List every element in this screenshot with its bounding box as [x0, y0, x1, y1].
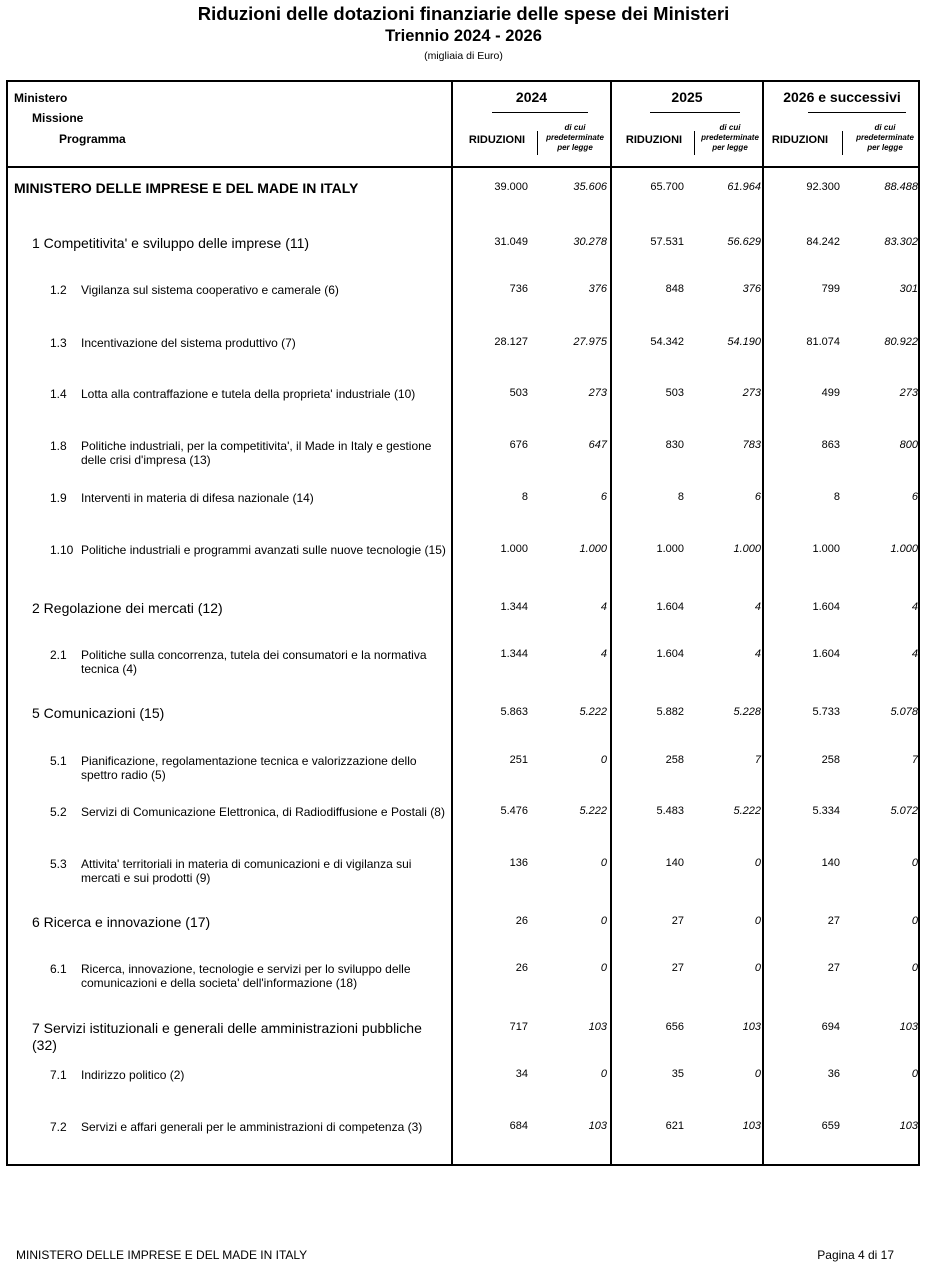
value-2026-predeterminate: 301: [899, 283, 918, 295]
value-2024-predeterminate: 6: [600, 491, 607, 503]
program-label: Pianificazione, regolamentazione tecnica e valorizzazione dello spettro radio (5): [81, 754, 417, 782]
value-2024-predeterminate: 30.278: [573, 236, 607, 248]
value-2024-predeterminate: 0: [600, 915, 607, 927]
header-riduzioni: RIDUZIONI: [468, 134, 526, 146]
value-2026-riduzioni: 27: [827, 962, 840, 974]
value-2026-riduzioni: 258: [821, 754, 840, 766]
program-label: Servizi di Comunicazione Elettronica, di Radiodiffusione e Postali (8): [81, 805, 445, 819]
ministry-name: MINISTERO DELLE IMPRESE E DEL MADE IN ITALY: [14, 180, 359, 196]
mission-label: 7 Servizi istituzionali e generali delle amministrazioni pubbliche (32): [32, 1020, 422, 1053]
value-2024-riduzioni: 31.049: [494, 236, 528, 248]
value-2026-predeterminate: 0: [911, 915, 918, 927]
header-riduzioni: RIDUZIONI: [625, 134, 683, 146]
value-2024-predeterminate: 0: [600, 857, 607, 869]
unit-note: (migliaia di Euro): [424, 50, 503, 62]
value-2026-riduzioni: 5.733: [812, 706, 840, 718]
value-2025-riduzioni: 830: [665, 439, 684, 451]
value-2026-riduzioni: 659: [821, 1120, 840, 1132]
value-2024-predeterminate: 103: [588, 1021, 607, 1033]
value-2025-predeterminate: 273: [742, 387, 761, 399]
value-2024-riduzioni: 136: [509, 857, 528, 869]
header-di-cui: di cui predeterminate per legge: [546, 123, 604, 152]
value-2025-predeterminate: 103: [742, 1021, 761, 1033]
header-divider: [6, 166, 920, 168]
header-year-2024: 2024: [515, 89, 548, 105]
value-2026-riduzioni: 863: [821, 439, 840, 451]
value-2024-riduzioni: 26: [515, 962, 528, 974]
header-underline: [492, 112, 588, 113]
value-2024-riduzioni: 34: [515, 1068, 528, 1080]
value-2025-riduzioni: 848: [665, 283, 684, 295]
value-2024-predeterminate: 4: [600, 601, 607, 613]
page-title: Riduzioni delle dotazioni finanziarie delle spese dei Ministeri: [197, 3, 730, 24]
column-divider: [451, 80, 453, 1166]
value-2024-riduzioni: 39.000: [494, 181, 528, 193]
value-2025-riduzioni: 140: [665, 857, 684, 869]
value-2025-predeterminate: 5.222: [733, 805, 761, 817]
value-2024-riduzioni: 717: [509, 1021, 528, 1033]
value-2024-predeterminate: 0: [600, 754, 607, 766]
value-2025-riduzioni: 621: [665, 1120, 684, 1132]
value-2024-riduzioni: 1.344: [500, 648, 528, 660]
program-label: Politiche sulla concorrenza, tutela dei consumatori e la normativa tecnica (4): [81, 648, 427, 676]
header-riduzioni: RIDUZIONI: [771, 134, 829, 146]
value-2024-predeterminate: 647: [588, 439, 607, 451]
value-2026-predeterminate: 103: [899, 1120, 918, 1132]
value-2025-riduzioni: 503: [665, 387, 684, 399]
value-2024-predeterminate: 4: [600, 648, 607, 660]
value-2025-predeterminate: 376: [742, 283, 761, 295]
value-2026-riduzioni: 84.242: [806, 236, 840, 248]
header-year-2025: 2025: [671, 89, 703, 105]
value-2025-predeterminate: 783: [742, 439, 761, 451]
value-2024-predeterminate: 1.000: [579, 543, 607, 555]
mission-label: 1 Competitivita' e sviluppo delle imprese (11): [32, 235, 310, 251]
value-2024-riduzioni: 5.476: [500, 805, 528, 817]
header-underline: [650, 112, 740, 113]
value-2026-riduzioni: 1.604: [812, 601, 840, 613]
page-subtitle: Triennio 2024 - 2026: [385, 27, 542, 45]
value-2025-predeterminate: 1.000: [733, 543, 761, 555]
value-2025-predeterminate: 4: [754, 601, 761, 613]
value-2026-riduzioni: 1.000: [812, 543, 840, 555]
header-programma: Programma: [59, 132, 126, 146]
value-2025-predeterminate: 54.190: [727, 336, 761, 348]
value-2025-riduzioni: 1.000: [656, 543, 684, 555]
header-ministero: Ministero: [14, 91, 68, 105]
value-2025-riduzioni: 258: [665, 754, 684, 766]
value-2026-predeterminate: 4: [911, 601, 918, 613]
value-2024-riduzioni: 676: [509, 439, 528, 451]
value-2024-predeterminate: 27.975: [573, 336, 607, 348]
value-2026-riduzioni: 499: [821, 387, 840, 399]
value-2026-riduzioni: 81.074: [806, 336, 840, 348]
value-2025-predeterminate: 7: [754, 754, 761, 766]
value-2026-predeterminate: 7: [911, 754, 918, 766]
program-code: 5.1: [50, 754, 67, 768]
program-code: 1.8: [50, 439, 67, 453]
value-2026-riduzioni: 8: [833, 491, 840, 503]
program-label: Indirizzo politico (2): [81, 1068, 185, 1082]
value-2024-riduzioni: 1.344: [500, 601, 528, 613]
value-2025-predeterminate: 0: [754, 915, 761, 927]
value-2026-predeterminate: 0: [911, 962, 918, 974]
value-2026-riduzioni: 140: [821, 857, 840, 869]
value-2025-predeterminate: 103: [742, 1120, 761, 1132]
value-2025-riduzioni: 54.342: [650, 336, 684, 348]
value-2025-riduzioni: 5.882: [656, 706, 684, 718]
value-2025-riduzioni: 65.700: [650, 181, 684, 193]
value-2024-riduzioni: 26: [515, 915, 528, 927]
value-2024-predeterminate: 0: [600, 1068, 607, 1080]
value-2025-predeterminate: 5.228: [733, 706, 761, 718]
value-2026-predeterminate: 88.488: [884, 181, 918, 193]
value-2026-predeterminate: 5.078: [890, 706, 918, 718]
value-2026-riduzioni: 27: [827, 915, 840, 927]
value-2024-riduzioni: 684: [509, 1120, 528, 1132]
value-2025-predeterminate: 61.964: [727, 181, 761, 193]
value-2025-predeterminate: 56.629: [727, 236, 761, 248]
value-2025-predeterminate: 0: [754, 962, 761, 974]
value-2026-predeterminate: 5.072: [890, 805, 918, 817]
value-2024-predeterminate: 0: [600, 962, 607, 974]
program-label: Attivita' territoriali in materia di comunicazioni e di vigilanza sui mercati e sui prodotti (9): [81, 857, 412, 885]
program-code: 5.2: [50, 805, 67, 819]
value-2026-riduzioni: 36: [827, 1068, 840, 1080]
column-divider: [610, 80, 612, 1166]
value-2024-predeterminate: 5.222: [579, 706, 607, 718]
value-2026-predeterminate: 273: [899, 387, 918, 399]
value-2025-predeterminate: 6: [754, 491, 761, 503]
value-2026-predeterminate: 6: [911, 491, 918, 503]
value-2024-riduzioni: 503: [509, 387, 528, 399]
value-2026-predeterminate: 800: [899, 439, 918, 451]
value-2025-predeterminate: 0: [754, 1068, 761, 1080]
value-2025-riduzioni: 27: [671, 962, 684, 974]
header-di-cui: di cui predeterminate per legge: [856, 123, 914, 152]
program-label: Interventi in materia di difesa nazionale (14): [81, 491, 314, 505]
program-code: 1.2: [50, 283, 67, 297]
program-code: 5.3: [50, 857, 67, 871]
value-2024-riduzioni: 5.863: [500, 706, 528, 718]
header-underline: [808, 112, 906, 113]
program-label: Vigilanza sul sistema cooperativo e camerale (6): [81, 283, 339, 297]
value-2024-riduzioni: 8: [521, 491, 528, 503]
value-2026-riduzioni: 799: [821, 283, 840, 295]
program-code: 6.1: [50, 962, 67, 976]
mission-label: 5 Comunicazioni (15): [32, 705, 165, 721]
value-2025-riduzioni: 5.483: [656, 805, 684, 817]
header-year-2026: 2026 e successivi: [783, 89, 901, 105]
program-label: Ricerca, innovazione, tecnologie e servizi per lo sviluppo delle comunicazioni e della societa' dell'informazione (18): [81, 962, 411, 990]
program-label: Servizi e affari generali per le amministrazioni di competenza (3): [81, 1120, 423, 1134]
value-2026-predeterminate: 80.922: [884, 336, 918, 348]
value-2026-riduzioni: 5.334: [812, 805, 840, 817]
value-2025-riduzioni: 8: [677, 491, 684, 503]
column-divider: [762, 80, 764, 1166]
program-code: 1.9: [50, 491, 67, 505]
value-2024-riduzioni: 251: [509, 754, 528, 766]
header-tick: [694, 131, 695, 155]
value-2024-riduzioni: 28.127: [494, 336, 528, 348]
header-missione: Missione: [32, 111, 84, 125]
header-tick: [537, 131, 538, 155]
page-number: Pagina 4 di 17: [817, 1248, 894, 1262]
program-label: Politiche industriali, per la competitivita', il Made in Italy e gestione delle crisi d'impresa (13): [81, 439, 432, 467]
value-2025-riduzioni: 35: [671, 1068, 684, 1080]
program-label: Incentivazione del sistema produttivo (7): [81, 336, 296, 350]
value-2024-predeterminate: 5.222: [579, 805, 607, 817]
value-2026-predeterminate: 0: [911, 857, 918, 869]
value-2025-riduzioni: 57.531: [650, 236, 684, 248]
value-2026-predeterminate: 4: [911, 648, 918, 660]
program-code: 7.1: [50, 1068, 67, 1082]
program-code: 2.1: [50, 648, 67, 662]
value-2024-predeterminate: 35.606: [573, 181, 607, 193]
value-2024-predeterminate: 376: [588, 283, 607, 295]
mission-label: 2 Regolazione dei mercati (12): [32, 600, 223, 616]
value-2025-riduzioni: 1.604: [656, 648, 684, 660]
value-2026-predeterminate: 0: [911, 1068, 918, 1080]
value-2025-riduzioni: 27: [671, 915, 684, 927]
program-code: 1.3: [50, 336, 67, 350]
value-2025-predeterminate: 0: [754, 857, 761, 869]
value-2026-riduzioni: 1.604: [812, 648, 840, 660]
value-2024-riduzioni: 1.000: [500, 543, 528, 555]
program-label: Lotta alla contraffazione e tutela della proprieta' industriale (10): [81, 387, 416, 401]
footer-ministry: MINISTERO DELLE IMPRESE E DEL MADE IN ITALY: [16, 1248, 308, 1262]
value-2026-riduzioni: 92.300: [806, 181, 840, 193]
program-label: Politiche industriali e programmi avanzati sulle nuove tecnologie (15): [81, 543, 446, 557]
value-2024-predeterminate: 273: [588, 387, 607, 399]
value-2026-predeterminate: 83.302: [884, 236, 918, 248]
value-2026-riduzioni: 694: [821, 1021, 840, 1033]
program-code: 1.10: [50, 543, 74, 557]
value-2024-predeterminate: 103: [588, 1120, 607, 1132]
value-2026-predeterminate: 103: [899, 1021, 918, 1033]
value-2025-riduzioni: 656: [665, 1021, 684, 1033]
value-2025-riduzioni: 1.604: [656, 601, 684, 613]
mission-label: 6 Ricerca e innovazione (17): [32, 914, 211, 930]
header-di-cui: di cui predeterminate per legge: [701, 123, 759, 152]
program-code: 1.4: [50, 387, 67, 401]
header-tick: [842, 131, 843, 155]
value-2025-predeterminate: 4: [754, 648, 761, 660]
program-code: 7.2: [50, 1120, 67, 1134]
value-2024-riduzioni: 736: [509, 283, 528, 295]
value-2026-predeterminate: 1.000: [890, 543, 918, 555]
